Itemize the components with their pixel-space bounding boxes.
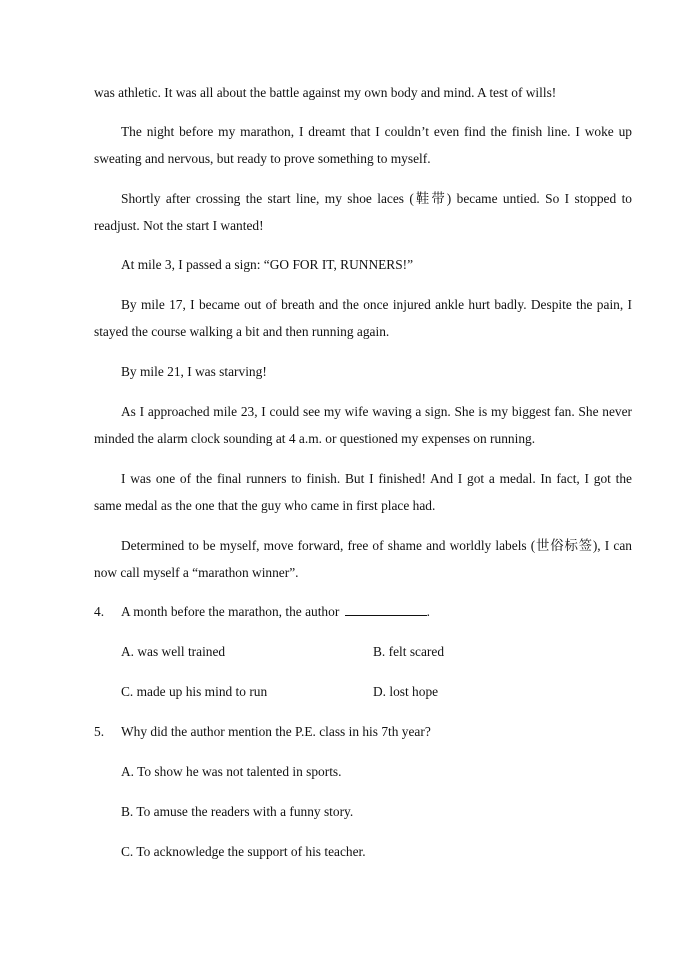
option-b[interactable]: B. To amuse the readers with a funny story. (121, 804, 354, 819)
question-number: 5. (94, 724, 105, 739)
option-c[interactable]: C. To acknowledge the support of his teacher. (121, 844, 366, 859)
answer-blank (345, 602, 427, 616)
question-stem: A month before the marathon, the author (121, 604, 340, 619)
question-text: Why did the author mention the P.E. class in his 7th year? (121, 724, 431, 739)
passage-paragraph-7: As I approached mile 23, I could see my wife waving a sign. She is my biggest fan. She never minded the alarm clock sounding at 4 a.m. or questioned my expenses on running. (94, 404, 632, 446)
option-d[interactable]: D. lost hope (373, 684, 439, 699)
passage-paragraph-4: At mile 3, I passed a sign: “GO FOR IT, RUNNERS!” (121, 257, 414, 272)
passage-paragraph-3: Shortly after crossing the start line, my shoe laces (鞋带) became untied. So I stopped to readjust. Not the start I wanted! (94, 191, 632, 233)
option-a[interactable]: A. was well trained (121, 644, 226, 659)
option-b[interactable]: B. felt scared (373, 644, 445, 659)
question-number: 4. (94, 604, 105, 619)
option-c[interactable]: C. made up his mind to run (121, 684, 268, 699)
question-end: . (426, 604, 430, 619)
passage-paragraph-6: By mile 21, I was starving! (121, 364, 267, 379)
question-text (121, 602, 430, 622)
passage-paragraph-5: By mile 17, I became out of breath and the once injured ankle hurt badly. Despite the pain, I stayed the course walking a bit and then running again. (94, 297, 632, 339)
passage-paragraph-1: was athletic. It was all about the battle against my own body and mind. A test of wills! (94, 85, 557, 100)
passage-paragraph-2: The night before my marathon, I dreamt that I couldn’t even find the finish line. I woke up sweating and nervous, but ready to prove something to myself. (94, 124, 632, 166)
passage-paragraph-9: Determined to be myself, move forward, free of shame and worldly labels (世俗标签), I can now call myself a “marathon winner”. (94, 538, 632, 580)
passage-paragraph-8: I was one of the final runners to finish. But I finished! And I got a medal. In fact, I got the same medal as the one that the guy who came in first place had. (94, 471, 632, 513)
option-a[interactable]: A. To show he was not talented in sports. (121, 764, 342, 779)
